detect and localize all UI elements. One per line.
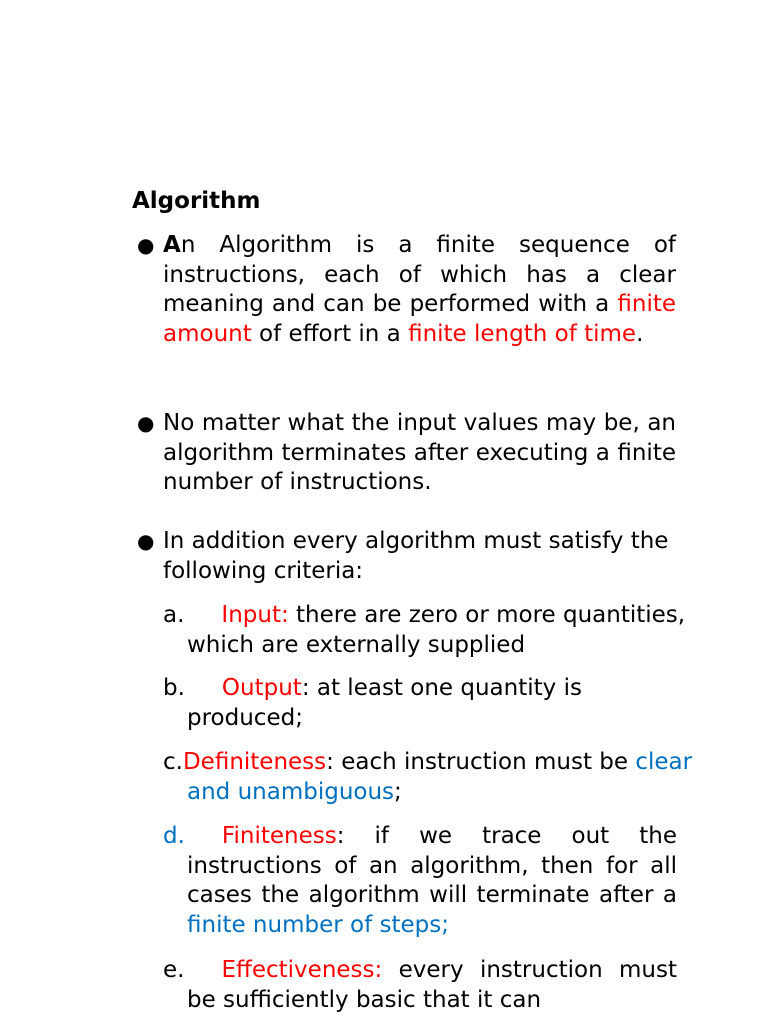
criterion-term: Finiteness — [221, 823, 337, 849]
bullet-dot-icon: ● — [137, 411, 155, 435]
bullet-dot-icon: ● — [137, 529, 155, 553]
criterion-text: : each instruction must be — [326, 749, 636, 775]
bullet-criteria-intro — [137, 527, 703, 586]
bullet-text-part: . — [636, 320, 644, 347]
drop-letter: A — [163, 232, 181, 258]
criterion-text: : if we trace out the instructions of an algorithm, then for all cases the algorithm will terminate after a — [187, 823, 677, 908]
criterion-input — [163, 601, 735, 660]
list-marker: e. — [163, 957, 185, 983]
list-marker: c. — [163, 749, 183, 775]
bullet-text-part: n Algorithm is a finite sequence of instructions, each of which has a clear meaning and can be performed with a — [163, 232, 676, 317]
criterion-definiteness — [163, 748, 735, 807]
criterion-term: Definiteness — [182, 749, 327, 775]
criterion-text: every instruction must be sufficiently basic that it can — [187, 957, 677, 1013]
list-marker: b. — [163, 675, 185, 701]
criterion-term: Output — [221, 675, 302, 701]
criterion-text: there are zero or more quantities, which are externally supplied — [187, 602, 686, 658]
highlight-finite-length: finite length of time — [408, 320, 637, 347]
criterion-effectiveness — [163, 956, 677, 1015]
criterion-finiteness — [163, 822, 677, 940]
criterion-text-end: ; — [394, 778, 402, 805]
criterion-output — [163, 674, 657, 733]
highlight-finite-amount: finite amount — [163, 291, 676, 347]
bullet-text-part: of effort in a — [251, 320, 409, 347]
criterion-term: Input: — [221, 602, 289, 628]
bullet-definition — [137, 231, 676, 349]
criterion-highlight: clear and unambiguous — [187, 749, 693, 805]
bullet-text: In addition every algorithm must satisfy the following criteria: — [163, 528, 669, 584]
bullet-termination — [137, 409, 676, 498]
criterion-text: : at least one quantity is produced; — [187, 675, 582, 731]
bullet-dot-icon: ● — [137, 233, 155, 257]
list-marker: a. — [163, 602, 185, 628]
criterion-highlight: finite number of steps; — [187, 911, 449, 938]
bullet-text — [163, 231, 676, 349]
bullet-text: No matter what the input values may be, an algorithm terminates after executing a finite number of instructions. — [163, 410, 676, 495]
criterion-term: Effectiveness: — [221, 957, 383, 983]
list-marker: d. — [163, 823, 185, 849]
page-title: Algorithm — [132, 188, 261, 214]
